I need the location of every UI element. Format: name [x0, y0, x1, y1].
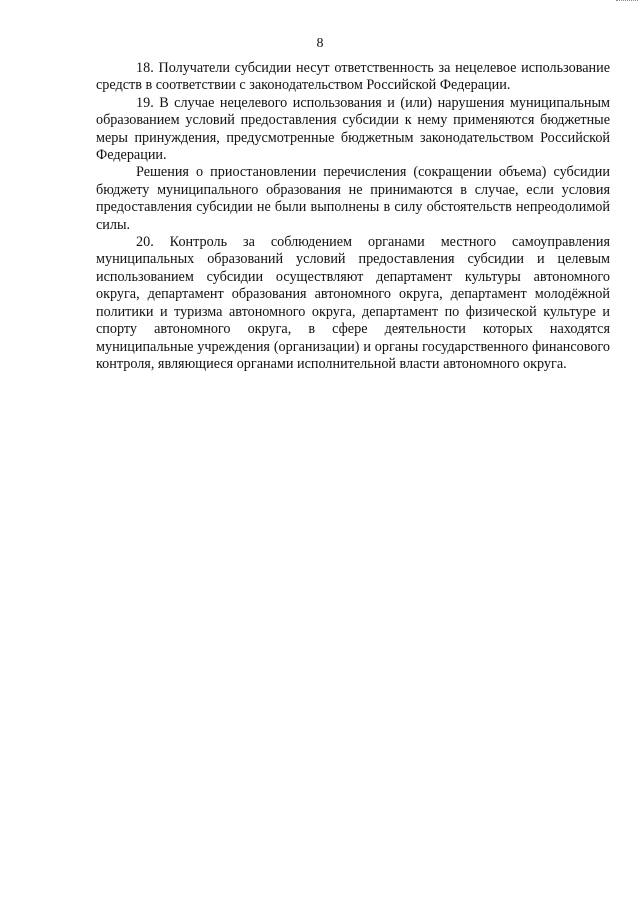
paragraph-19: 19. В случае нецелевого использования и (или) нарушения муниципальным образованием условий предоставления субсидии к нему применяются бюджетные меры принуждения, предусмотренные бюджетным законодательством Российской Федерации.	[96, 94, 610, 164]
paragraph-19-decisions: Решения о приостановлении перечисления (сокращении объема) субсидии бюджету муниципального образования не принимаются в случае, если условия предоставления субсидии не были выполнены в силу обстоятельств непреодолимой силы.	[96, 164, 610, 233]
scan-corner-mark	[616, 0, 638, 4]
document-body	[96, 60, 610, 373]
paragraph-18: 18. Получатели субсидии несут ответственность за нецелевое использование средств в соответствии с законодательством Российской Федерации.	[96, 60, 610, 94]
page-number: 8	[316, 36, 324, 51]
paragraph-20: 20. Контроль за соблюдением органами местного самоуправления муниципальных образований условий предоставления субсидии и целевым использованием субсидии осуществляют департамент культуры автономного округа, департамент образования автономного округа, департамент молодёжной политики и туризма автономного округа, департамент по физической культуре и спорту автономного округа, в сфере деятельности которых находятся муниципальные учреждения (организации) и органы государственного финансового контроля, являющиеся органами исполнительной власти автономного округа.	[96, 234, 610, 372]
